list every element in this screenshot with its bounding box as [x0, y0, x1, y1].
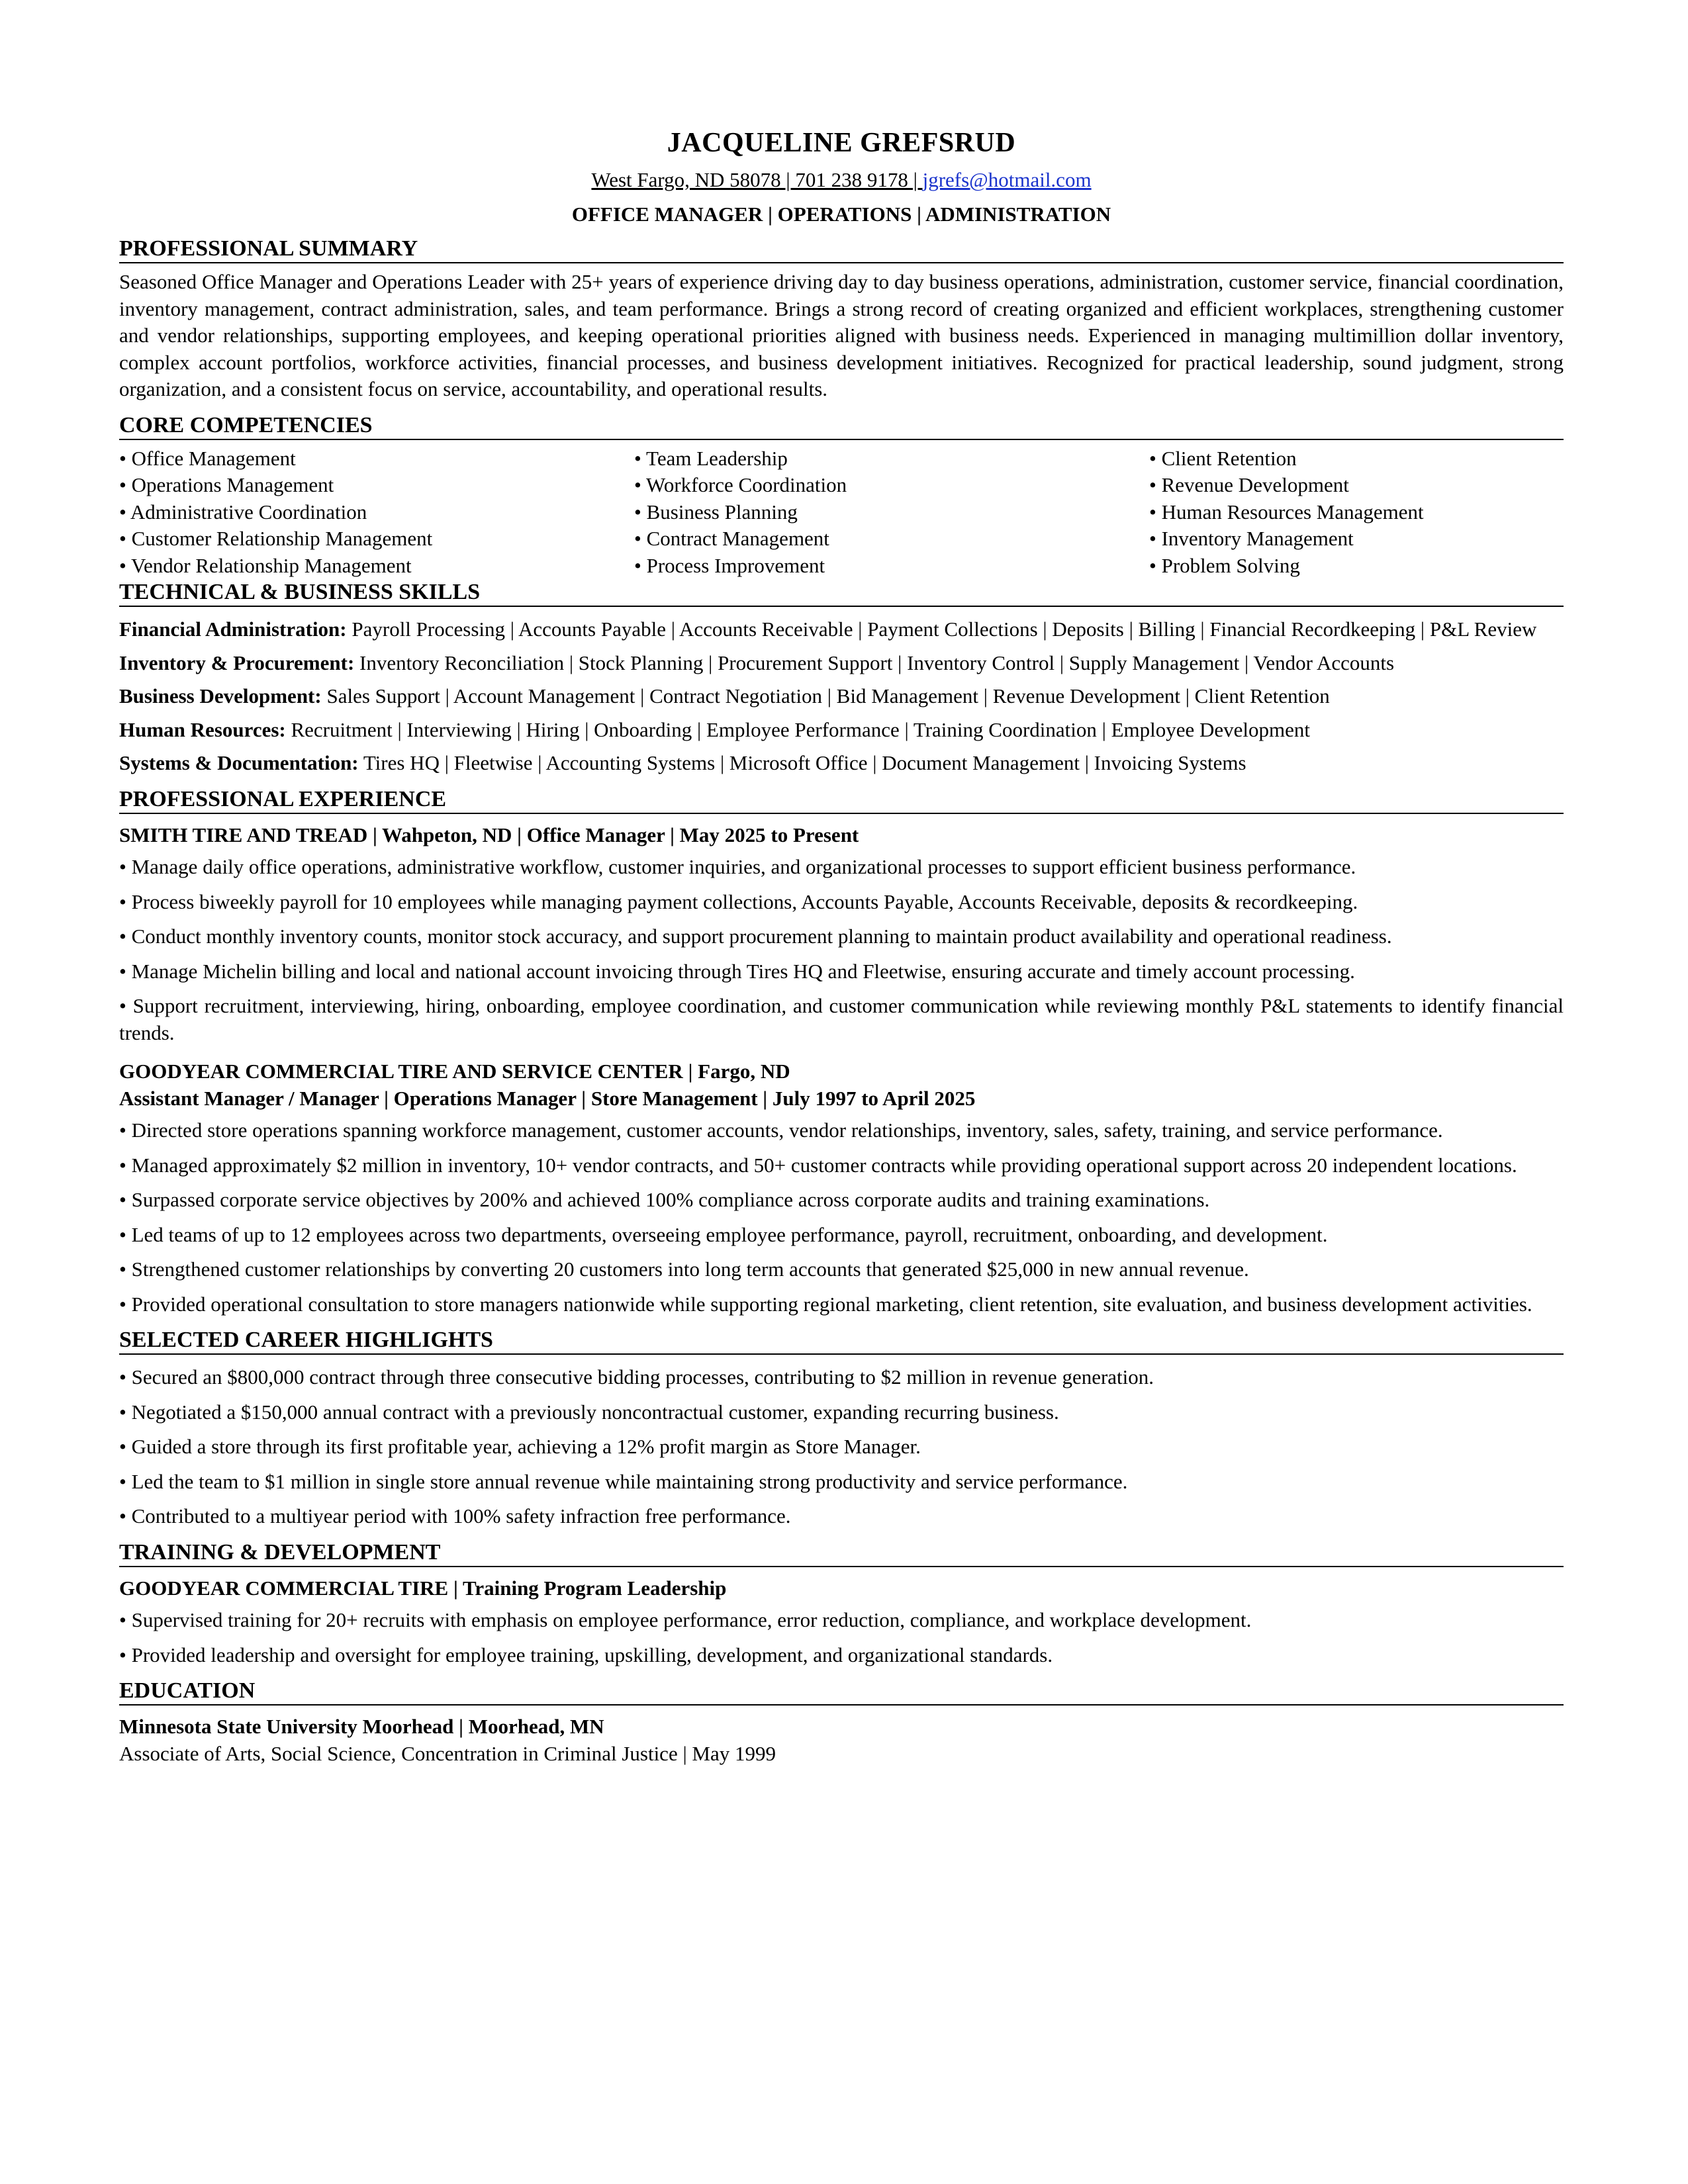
contact-line — [119, 167, 1564, 193]
competency-item: • Administrative Coordination — [119, 500, 367, 523]
competency-item: • Team Leadership — [634, 446, 788, 470]
job-bullet: • Led teams of up to 12 employees across two departments, overseeing employee performance, payroll, recruitment, onboarding, and development. — [119, 1222, 1328, 1246]
skill-row — [119, 750, 1564, 777]
summary-text: Seasoned Office Manager and Operations Leader with 25+ years of experience driving day to day business operations, administration, customer service, financial coordination, inventory management, contract administration, sales, and team performance. Brings a strong record of creating organized and efficient workplaces, strengthening customer and vendor relationships, supporting employees, and keeping operational priorities aligned with business needs. Experienced in managing multimillion dollar inventory, complex account portfolios, workforce activities, financial processes, and business development initiatives. Recognized for practical leadership, sound judgment, strong organization, and a consistent focus on service, accountability, and operational results. — [119, 270, 1564, 400]
skill-label: Business Development: — [119, 684, 322, 707]
email-link[interactable]: jgrefs@hotmail.com — [922, 168, 1092, 191]
competency-item: • Customer Relationship Management — [119, 527, 433, 550]
competency-item: • Revenue Development — [1149, 473, 1349, 496]
resume-page — [119, 126, 1564, 1767]
job-title: SMITH TIRE AND TREAD | Wahpeton, ND | Office Manager | May 2025 to Present — [119, 823, 859, 846]
job-bullet: • Conduct monthly inventory counts, monitor stock accuracy, and support procurement planning to maintain product availability and operational readiness. — [119, 925, 1392, 948]
education-school: Minnesota State University Moorhead | Moorhead, MN — [119, 1715, 604, 1738]
competency-item: • Problem Solving — [1149, 553, 1300, 577]
job-title: GOODYEAR COMMERCIAL TIRE AND SERVICE CENTER | Fargo, ND — [119, 1060, 790, 1083]
job-bullet: • Manage Michelin billing and local and national account invoicing through Tires HQ and Fleetwise, ensuring accurate and timely account processing. — [119, 959, 1355, 983]
skill-text: Recruitment | Interviewing | Hiring | Onboarding | Employee Performance | Training Coordination | Employee Development — [285, 717, 1311, 741]
competency-item: • Workforce Coordination — [634, 473, 847, 496]
section-heading-highlights: SELECTED CAREER HIGHLIGHTS — [119, 1327, 1564, 1355]
section-heading-education: EDUCATION — [119, 1678, 1564, 1706]
highlight-bullet: • Negotiated a $150,000 annual contract with a previously noncontractual customer, expanding recurring business. — [119, 1400, 1059, 1424]
section-heading-skills: TECHNICAL & BUSINESS SKILLS — [119, 579, 1564, 607]
contact-details: West Fargo, ND 58078 | 701 238 9178 | — [591, 168, 923, 191]
skill-text: Inventory Reconciliation | Stock Planning | Procurement Support | Inventory Control | Supply Management | Vendor Accounts — [354, 651, 1395, 674]
skill-text: Payroll Processing | Accounts Payable | Accounts Receivable | Payment Collections | Deposits | Billing | Financial Recordkeeping | P&L Review — [346, 617, 1537, 641]
skill-label: Financial Administration: — [119, 617, 347, 641]
competency-item: • Inventory Management — [1149, 527, 1354, 550]
competency-item: • Office Management — [119, 446, 296, 470]
training-title: GOODYEAR COMMERCIAL TIRE | Training Program Leadership — [119, 1576, 727, 1600]
competency-item: • Business Planning — [634, 500, 798, 523]
competency-item: • Contract Management — [634, 527, 829, 550]
highlight-bullet: • Led the team to $1 million in single store annual revenue while maintaining strong productivity and service performance. — [119, 1469, 1128, 1493]
competency-item: • Process Improvement — [634, 553, 825, 577]
headline: OFFICE MANAGER | OPERATIONS | ADMINISTRATION — [571, 203, 1111, 226]
section-heading-competencies: CORE COMPETENCIES — [119, 412, 1564, 440]
job-bullet: • Manage daily office operations, administrative workflow, customer inquiries, and organizational processes to support efficient business performance. — [119, 855, 1356, 878]
competencies-grid — [119, 445, 1564, 580]
job-subtitle: Assistant Manager / Manager | Operations Manager | Store Management | July 1997 to April 2025 — [119, 1086, 976, 1110]
section-heading-summary: PROFESSIONAL SUMMARY — [119, 236, 1564, 263]
skill-label: Inventory & Procurement: — [119, 651, 355, 674]
highlight-bullet: • Secured an $800,000 contract through three consecutive bidding processes, contributing to $2 million in revenue generation. — [119, 1365, 1154, 1388]
competency-item: • Vendor Relationship Management — [119, 553, 412, 577]
competency-item: • Human Resources Management — [1149, 500, 1424, 523]
skill-text: Tires HQ | Fleetwise | Accounting Systems | Microsoft Office | Document Management | Invoicing Systems — [358, 751, 1246, 774]
job-bullet: • Surpassed corporate service objectives by 200% and achieved 100% compliance across corporate audits and training examinations. — [119, 1188, 1210, 1211]
job-bullet: • Directed store operations spanning workforce management, customer accounts, vendor relationships, inventory, sales, safety, training, and service performance. — [119, 1118, 1443, 1142]
competency-item: • Client Retention — [1149, 446, 1297, 470]
job-bullet: • Process biweekly payroll for 10 employees while managing payment collections, Accounts Payable, Accounts Receivable, deposits & recordkeeping. — [119, 889, 1358, 913]
job-bullet: • Provided operational consultation to store managers nationwide while supporting regional marketing, client retention, site evaluation, and business development activities. — [119, 1292, 1532, 1316]
training-bullet: • Supervised training for 20+ recruits with emphasis on employee performance, error reduction, compliance, and workplace development. — [119, 1608, 1252, 1631]
skill-text: Sales Support | Account Management | Contract Negotiation | Bid Management | Revenue Development | Client Retention — [321, 684, 1330, 707]
skill-row — [119, 717, 1564, 744]
job-bullet: • Strengthened customer relationships by converting 20 customers into long term accounts that generated $25,000 in new annual revenue. — [119, 1257, 1249, 1281]
skill-label: Human Resources: — [119, 717, 286, 741]
highlight-bullet: • Guided a store through its first profitable year, achieving a 12% profit margin as Store Manager. — [119, 1435, 921, 1458]
skill-label: Systems & Documentation: — [119, 751, 359, 774]
skill-row — [119, 650, 1564, 677]
job-bullet: • Support recruitment, interviewing, hiring, onboarding, employee coordination, and customer communication while reviewing monthly P&L statements to identify financial trends. — [119, 994, 1564, 1044]
training-bullet: • Provided leadership and oversight for employee training, upskilling, development, and organizational standards. — [119, 1643, 1053, 1666]
job-bullet: • Managed approximately $2 million in inventory, 10+ vendor contracts, and 50+ customer contracts while providing operational support across 20 independent locations. — [119, 1153, 1517, 1177]
education-degree: Associate of Arts, Social Science, Concentration in Criminal Justice | May 1999 — [119, 1741, 776, 1765]
section-heading-training: TRAINING & DEVELOPMENT — [119, 1539, 1564, 1567]
skill-row — [119, 683, 1564, 710]
highlight-bullet: • Contributed to a multiyear period with 100% safety infraction free performance. — [119, 1504, 791, 1527]
section-heading-experience: PROFESSIONAL EXPERIENCE — [119, 786, 1564, 814]
skill-row — [119, 616, 1564, 643]
competency-item: • Operations Management — [119, 473, 334, 496]
candidate-name: JACQUELINE GREFSRUD — [667, 128, 1016, 158]
